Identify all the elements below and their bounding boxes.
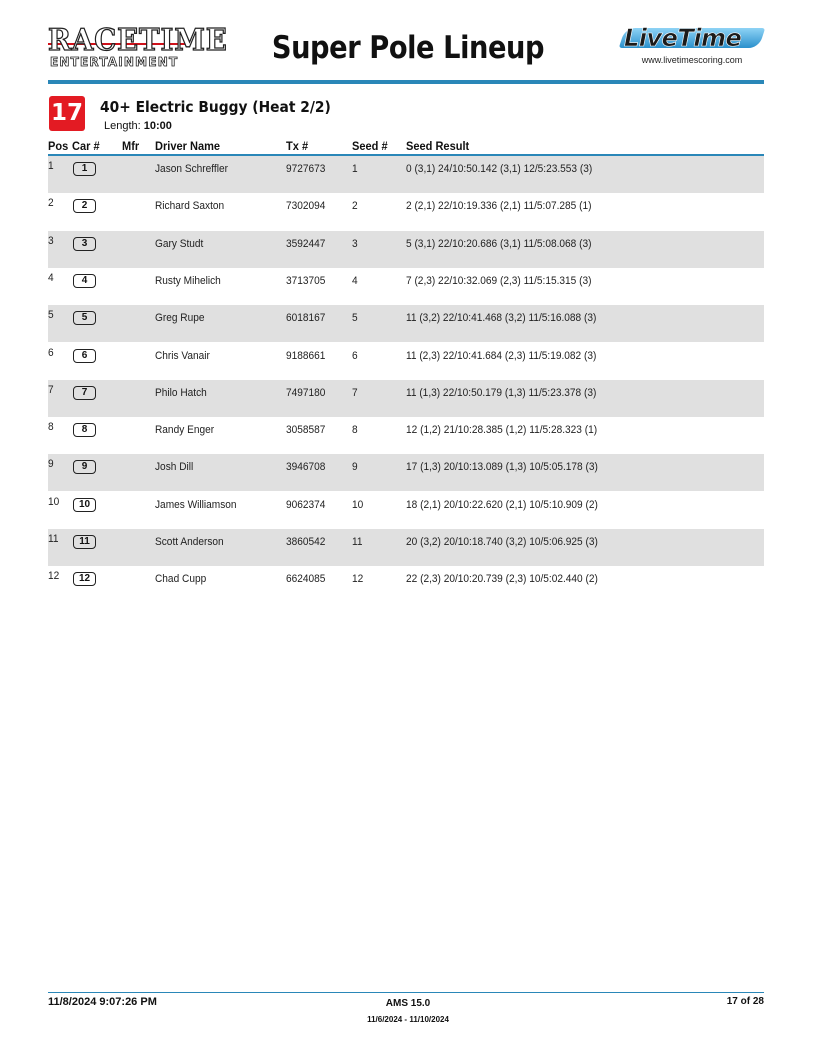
row-transponder: 9727673 — [286, 163, 326, 175]
livetime-url: www.livetimescoring.com — [641, 55, 743, 65]
heat-number-badge: 17 — [49, 96, 85, 131]
row-transponder: 3058587 — [286, 424, 326, 437]
table-row — [48, 193, 764, 230]
car-number-badge: 7 — [73, 386, 96, 400]
car-number-badge: 3 — [73, 237, 96, 251]
row-seed: 9 — [352, 461, 358, 474]
row-seed: 12 — [352, 573, 364, 586]
row-driver-name: James Williamson — [155, 498, 237, 511]
row-driver-name: Randy Enger — [155, 424, 215, 437]
row-seed: 8 — [352, 424, 358, 437]
row-seed-result: 18 (2,1) 20/10:22.620 (2,1) 10/5:10.909 (2) — [406, 498, 598, 511]
row-seed: 4 — [352, 274, 358, 287]
table-row — [48, 492, 764, 529]
event-name: AMS 15.0 — [385, 998, 431, 1009]
row-seed-result: 0 (3,1) 24/10:50.142 (3,1) 12/5:23.553 (3) — [406, 163, 593, 175]
row-transponder: 7302094 — [286, 200, 326, 213]
header-seed: Seed # — [352, 139, 388, 153]
row-driver-name: Gary Studt — [155, 237, 204, 250]
row-driver-name: Philo Hatch — [155, 386, 207, 399]
row-seed-result: 22 (2,3) 20/10:20.739 (2,3) 10/5:02.440 (2) — [406, 573, 598, 586]
header-rule — [48, 80, 764, 84]
row-seed: 11 — [352, 536, 363, 548]
table-row — [48, 231, 764, 268]
event-dates: 11/6/2024 - 11/10/2024 — [367, 1015, 449, 1024]
car-number-badge: 1 — [73, 162, 96, 176]
car-number-badge: 4 — [73, 274, 96, 288]
row-seed-result: 11 (1,3) 22/10:50.179 (1,3) 11/5:23.378 (3) — [406, 386, 597, 399]
race-length-value: 10:00 — [143, 120, 172, 132]
row-driver-name: Josh Dill — [155, 461, 194, 474]
car-number-badge: 11 — [73, 535, 96, 549]
row-pos: 4 — [48, 271, 54, 284]
row-driver-name: Greg Rupe — [155, 312, 205, 325]
row-seed-result: 12 (1,2) 21/10:28.385 (1,2) 11/5:28.323 (1) — [406, 424, 598, 437]
table-row — [48, 268, 764, 305]
table-row — [48, 417, 764, 454]
header-result: Seed Result — [406, 139, 470, 153]
row-seed: 1 — [352, 163, 358, 175]
table-row — [48, 380, 764, 417]
row-seed-result: 17 (1,3) 20/10:13.089 (1,3) 10/5:05.178 (3) — [406, 461, 598, 474]
row-driver-name: Richard Saxton — [155, 200, 225, 213]
header-pos: Pos — [48, 139, 69, 153]
page-title: Super Pole Lineup — [271, 30, 545, 66]
footer-rule — [48, 992, 764, 993]
row-pos: 5 — [48, 309, 54, 322]
printed-timestamp: 11/8/2024 9:07:26 PM — [48, 996, 157, 1008]
table-row — [48, 454, 764, 491]
livetime-logo — [618, 22, 766, 70]
table-row — [48, 305, 764, 342]
table-row — [48, 343, 764, 380]
car-number-badge: 12 — [73, 572, 96, 586]
row-transponder: 6018167 — [286, 312, 326, 325]
row-pos: 12 — [48, 570, 60, 583]
row-pos: 7 — [48, 383, 54, 396]
row-pos: 2 — [48, 197, 54, 210]
row-seed: 2 — [352, 200, 358, 213]
row-seed: 7 — [352, 386, 358, 399]
row-seed: 10 — [352, 498, 364, 511]
row-pos: 6 — [48, 346, 54, 359]
row-transponder: 7497180 — [286, 386, 326, 399]
page-number: 17 of 28 — [726, 996, 764, 1007]
row-seed: 6 — [352, 349, 358, 362]
car-number-badge: 10 — [73, 498, 96, 512]
row-pos: 8 — [48, 421, 54, 434]
row-transponder: 3946708 — [286, 461, 326, 474]
logo-main-text: RACETIME — [48, 23, 228, 58]
row-pos: 10 — [48, 495, 60, 508]
row-transponder: 3592447 — [286, 237, 326, 250]
header-tx: Tx # — [286, 139, 309, 153]
table-row — [48, 529, 764, 566]
row-seed-result: 20 (3,2) 20/10:18.740 (3,2) 10/5:06.925 (3) — [406, 536, 598, 548]
row-pos: 11 — [48, 533, 59, 545]
row-seed: 5 — [352, 312, 358, 325]
car-number-badge: 8 — [73, 423, 96, 437]
car-number-badge: 6 — [73, 349, 96, 363]
car-number-badge: 5 — [73, 311, 96, 325]
row-pos: 1 — [48, 160, 54, 172]
row-seed-result: 11 (3,2) 22/10:41.468 (3,2) 11/5:16.088 (3) — [406, 312, 597, 325]
header-mfr: Mfr — [122, 139, 140, 153]
table-row — [48, 156, 764, 193]
row-seed: 3 — [352, 237, 358, 250]
row-driver-name: Chris Vanair — [155, 349, 210, 362]
row-driver-name: Jason Schreffler — [155, 163, 228, 175]
logo-sub-text: ENTERTAINMENT — [50, 55, 179, 69]
header-car: Car # — [72, 139, 100, 153]
car-number-badge: 2 — [73, 199, 96, 213]
row-pos: 3 — [48, 234, 54, 247]
race-title: 40+ Electric Buggy (Heat 2/2) — [100, 98, 331, 116]
row-transponder: 3860542 — [286, 536, 326, 548]
row-driver-name: Chad Cupp — [155, 573, 207, 586]
row-seed-result: 2 (2,1) 22/10:19.336 (2,1) 11/5:07.285 (1) — [406, 200, 592, 213]
car-number-badge: 9 — [73, 460, 96, 474]
row-transponder: 6624085 — [286, 573, 326, 586]
row-transponder: 3713705 — [286, 274, 326, 287]
row-seed-result: 5 (3,1) 22/10:20.686 (3,1) 11/5:08.068 (3) — [406, 237, 592, 250]
table-row — [48, 566, 764, 603]
race-length-label: Length: — [104, 120, 141, 132]
row-pos: 9 — [48, 458, 54, 471]
row-seed-result: 11 (2,3) 22/10:41.684 (2,3) 11/5:19.082 (3) — [406, 349, 597, 362]
row-driver-name: Scott Anderson — [155, 536, 224, 548]
livetime-logo-text: LiveTime — [624, 24, 742, 52]
row-transponder: 9188661 — [286, 349, 326, 362]
row-driver-name: Rusty Mihelich — [155, 274, 221, 287]
row-seed-result: 7 (2,3) 22/10:32.069 (2,3) 11/5:15.315 (3) — [406, 274, 592, 287]
row-transponder: 9062374 — [286, 498, 326, 511]
race-length — [104, 120, 172, 132]
header-driver: Driver Name — [155, 139, 221, 153]
